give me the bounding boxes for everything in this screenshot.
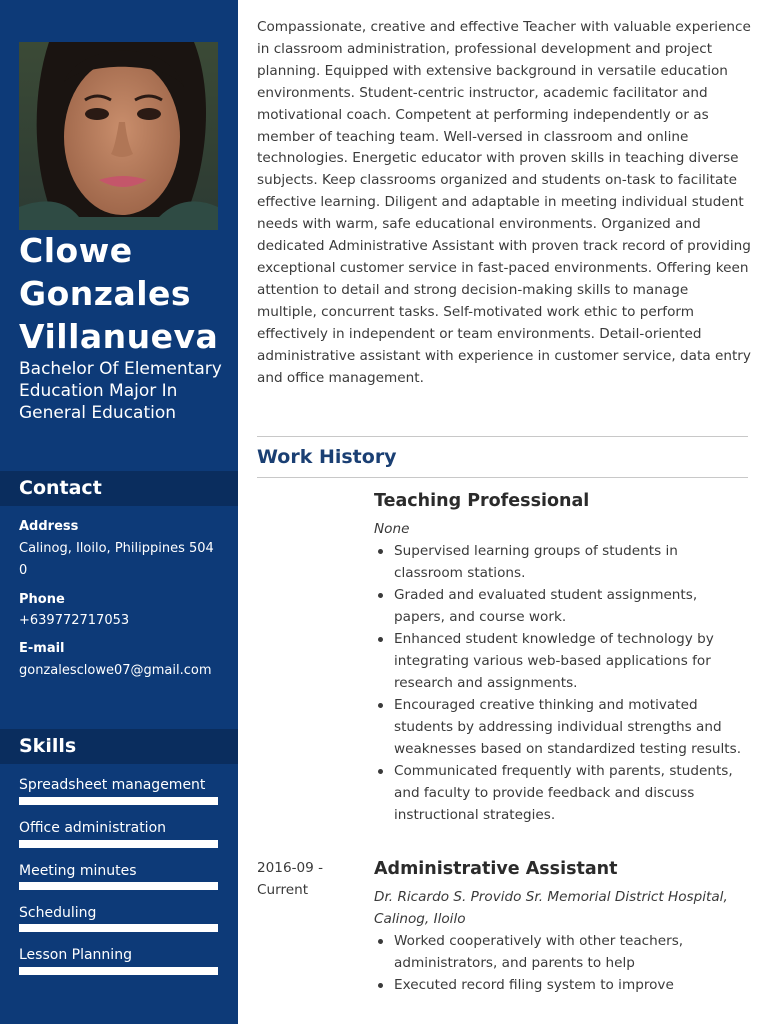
skill-bar bbox=[19, 967, 218, 975]
job-date: 2016-09 - Current bbox=[257, 860, 324, 898]
skill-bar-fill bbox=[20, 883, 217, 889]
email-value: gonzalesclowe07@gmail.com bbox=[19, 663, 212, 678]
job-company: Dr. Ricardo S. Provido Sr. Memorial District Hospital, Calinog, Iloilo bbox=[374, 889, 728, 927]
skill-label: Scheduling bbox=[19, 905, 97, 921]
list-item: Worked cooperatively with other teachers, administrators, and parents to help bbox=[374, 930, 749, 974]
candidate-name: Clowe Gonzales Villanueva bbox=[19, 231, 219, 356]
skill-bar-fill bbox=[20, 798, 217, 804]
skill-bar bbox=[19, 840, 218, 848]
skill-bar-fill bbox=[20, 925, 217, 931]
list-item: Communicated frequently with parents, students, and faculty to provide feedback and discuss instructional strategies. bbox=[374, 760, 749, 826]
skills-heading: Skills bbox=[0, 729, 238, 764]
job-company: None bbox=[374, 521, 410, 537]
skill-bar bbox=[19, 797, 218, 805]
phone-value: +639772717053 bbox=[19, 613, 130, 628]
skill-label: Spreadsheet management bbox=[19, 777, 206, 793]
list-item: Executed record filing system to improve bbox=[374, 974, 749, 996]
professional-summary: Compassionate, creative and effective Teacher with valuable experience in classroom administration, professional development and project planning. Equipped with extensive background in versatile education environments. Student-centric instructor, academic facilitator and motivational coach. Competent at performing independently or as member of teaching team. Well-versed in classroom and online technologies. Energetic educator with proven skills in teaching diverse subjects. Keep classrooms organized and students on-task to facilitate effective learning. Diligent and adaptable in meeting individual student needs with warm, safe educational environments. Organized and dedicated Administrative Assistant with proven track record of providing exceptional customer service in fast-paced environments. Offering keen attention to detail and strong decision-making skills to manage multiple, concurrent tasks. Self-motivated work ethic to perform effectively in independent or team environments. Detail-oriented administrative assistant with experience in customer service, data entry and office management. bbox=[257, 19, 751, 386]
skill-label: Office administration bbox=[19, 820, 167, 836]
profile-photo bbox=[19, 42, 218, 230]
person-portrait-icon bbox=[19, 42, 218, 230]
job-duties-list bbox=[374, 930, 749, 996]
address-value: Calinog, Iloilo, Philippines 5040 bbox=[19, 541, 214, 578]
contact-heading: Contact bbox=[0, 471, 238, 506]
skill-bar-fill bbox=[20, 841, 217, 847]
list-item: Enhanced student knowledge of technology by integrating various web-based applications for research and assignments. bbox=[374, 628, 749, 694]
list-item: Graded and evaluated student assignments, papers, and course work. bbox=[374, 584, 749, 628]
skill-label: Lesson Planning bbox=[19, 947, 132, 963]
phone-label: Phone bbox=[19, 592, 65, 607]
list-item: Encouraged creative thinking and motivated students by addressing individual strengths and weaknesses based on standardized testing results. bbox=[374, 694, 749, 760]
skill-bar bbox=[19, 924, 218, 932]
job-title: Teaching Professional bbox=[374, 491, 590, 511]
sidebar bbox=[0, 0, 238, 1024]
divider bbox=[257, 477, 748, 478]
candidate-degree: Bachelor Of Elementary Education Major In General Education bbox=[19, 359, 222, 423]
job-duties-list bbox=[374, 540, 749, 826]
email-label: E-mail bbox=[19, 641, 65, 656]
address-label: Address bbox=[19, 519, 79, 534]
divider bbox=[257, 436, 748, 437]
skill-bar-fill bbox=[20, 968, 217, 974]
skill-label: Meeting minutes bbox=[19, 863, 137, 879]
list-item: Supervised learning groups of students in classroom stations. bbox=[374, 540, 749, 584]
work-history-heading: Work History bbox=[257, 446, 397, 468]
skill-bar bbox=[19, 882, 218, 890]
job-title: Administrative Assistant bbox=[374, 859, 618, 879]
